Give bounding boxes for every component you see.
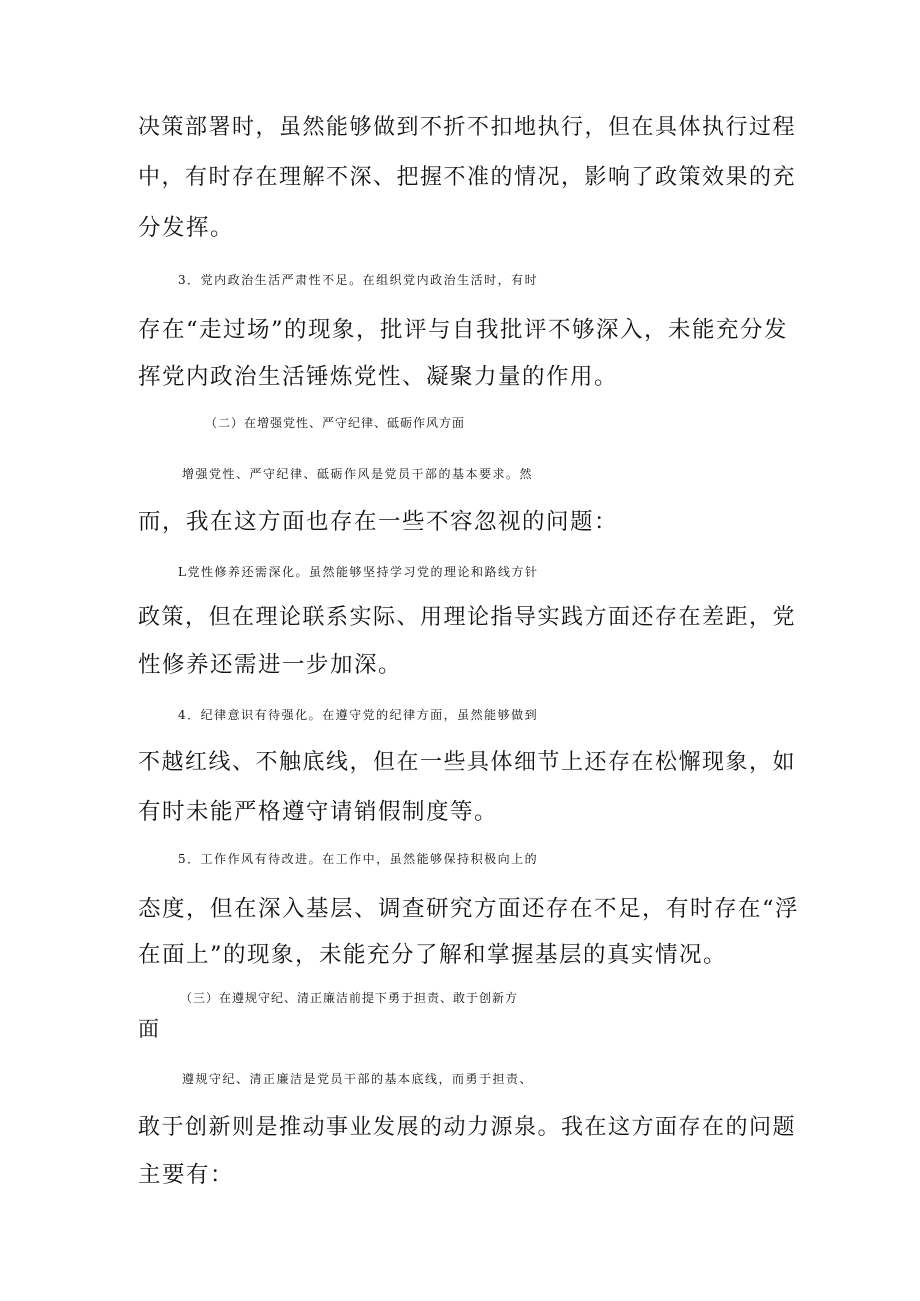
text-line: 分发挥。 — [138, 215, 235, 241]
text-line: 性修养还需进一步加深。 — [138, 652, 403, 678]
heading-line: 面 — [138, 1017, 160, 1041]
text-line: 中，有时存在理解不深、把握不准的情况，影响了政策效果的充 — [138, 165, 797, 190]
text-line: 不越红线、不触底线，但在一些具体细节上还存在松懈现象，如 — [138, 750, 797, 775]
text-line: 政策，但在理论联系实际、用理论指导实践方面还存在差距，党 — [138, 605, 797, 630]
text-line: 5．工作作风有待改进。在工作中，虽然能够保持积极向上的 — [178, 852, 539, 866]
heading-line: （三）在遵规守纪、清正廉洁前提下勇于担责、敢于创新方 — [180, 991, 519, 1005]
text-line: 挥党内政治生活锤炼党性、凝聚力量的作用。 — [138, 364, 619, 390]
text-line: 4．纪律意识有待强化。在遵守党的纪律方面，虽然能够做到 — [178, 708, 539, 722]
text-line: 在面上”的现象，未能充分了解和掌握基层的真实情况。 — [138, 942, 728, 968]
text-line: 3．党内政治生活严肃性不足。在组织党内政治生活时，有时 — [178, 273, 539, 287]
text-line: 敢于创新则是推动事业发展的动力源泉。我在这方面存在的问题 — [138, 1115, 797, 1140]
text-line: 遵规守纪、清正廉洁是党员干部的基本底线，而勇于担责、 — [182, 1072, 534, 1086]
text-line: 有时未能严格遵守请销假制度等。 — [138, 799, 499, 825]
text-line: 态度，但在深入基层、调查研究方面还存在不足，有时存在“浮 — [138, 896, 800, 922]
heading-line: （二）在增强党性、严守纪律、砥砺作风方面 — [205, 416, 466, 430]
text-line: L党性修养还需深化。虽然能够坚持学习党的理论和路线方针 — [178, 565, 539, 579]
text-line: 增强党性、严守纪律、砥砺作风是党员干部的基本要求。然 — [182, 467, 534, 481]
text-line: 决策部署时，虽然能够做到不折不扣地执行，但在具体执行过程 — [138, 115, 797, 140]
text-line: 主要有： — [138, 1162, 235, 1188]
text-line: 存在“走过场”的现象，批评与自我批评不够深入，未能充分发 — [138, 317, 789, 343]
text-line: 而，我在这方面也存在一些不容忽视的问题： — [138, 509, 619, 535]
